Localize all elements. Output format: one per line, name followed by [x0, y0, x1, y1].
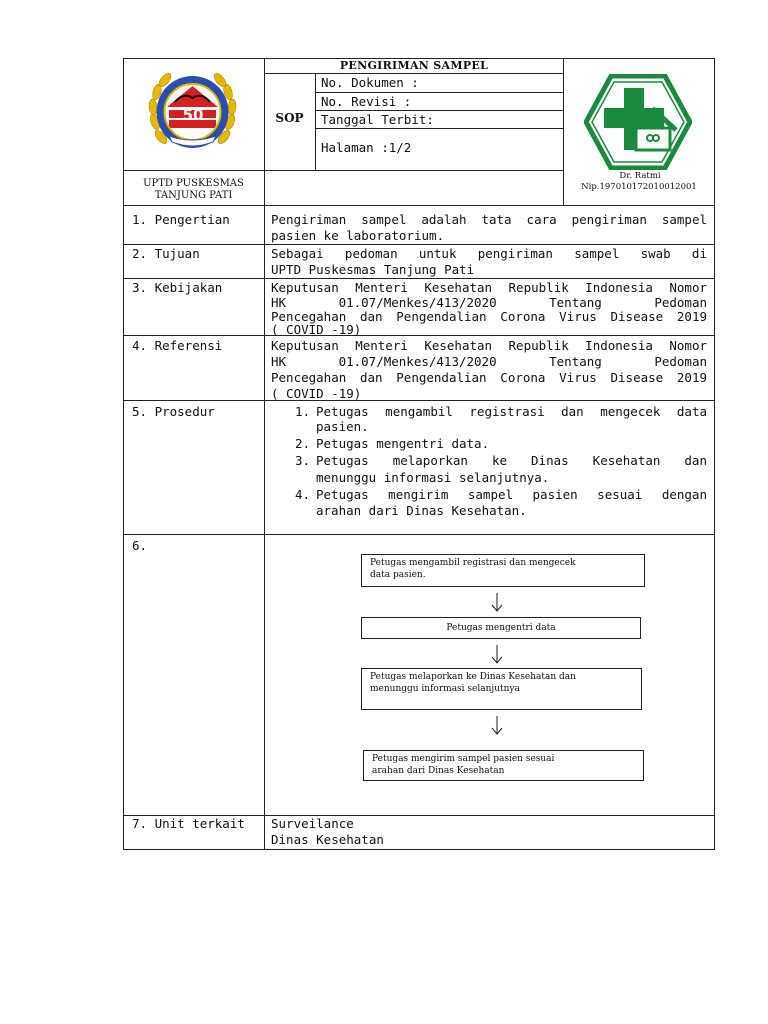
row-kebijakan-text-4: ( COVID -19): [271, 322, 362, 337]
regional-seal-logo: [145, 62, 240, 162]
flow-box-2-label: Petugas mengentri data: [446, 623, 556, 633]
signer-name: Dr. Ratmi: [619, 171, 661, 181]
flow-box-3-line1: Petugas melaporkan ke Dinas Kesehatan dan: [370, 672, 576, 682]
flow-box-1-line1: Petugas mengambil registrasi dan mengecek: [370, 558, 576, 568]
flow-box-2: [361, 617, 641, 639]
row-referensi-text-1: Keputusan Menteri Kesehatan Republik Indonesia Nomor: [271, 338, 707, 353]
prosedur-step-number: 2.: [295, 436, 311, 451]
row-diagram-label: 6.: [132, 538, 148, 553]
flow-box-3-line2: menunggu informasi selanjutnya: [370, 684, 520, 694]
row-tujuan-text-1: Sebagai pedoman untuk pengiriman sampel swab di: [271, 246, 707, 261]
row-prosedur-label: 5. Prosedur: [132, 404, 215, 419]
document-title: PENGIRIMAN SAMPEL: [339, 59, 489, 72]
row-kebijakan-text-2: HK 01.07/Menkes/413/2020 Tentang Pedoman: [271, 295, 707, 310]
puskesmas-logo: [584, 74, 692, 170]
prosedur-step-text-1: Petugas melaporkan ke Dinas Kesehatan dan: [316, 453, 707, 468]
row-tujuan-text-2: UPTD Puskesmas Tanjung Pati: [271, 262, 475, 277]
flow-box-4: [363, 750, 644, 781]
row-kebijakan-text-3: Pencegahan dan Pengendalian Corona Virus Disease 2019: [271, 309, 707, 324]
row-referensi-text-2: HK 01.07/Menkes/413/2020 Tentang Pedoman: [271, 354, 707, 369]
row-unit-terkait-text-1: Surveilance: [271, 816, 354, 831]
row-pengertian-label: 1. Pengertian: [132, 212, 230, 227]
flow-box-1-line2: data pasien.: [370, 570, 426, 580]
prosedur-step-text-2: pasien.: [316, 419, 369, 434]
prosedur-step-text-2: menunggu informasi selanjutnya.: [316, 470, 550, 485]
row-referensi-text-4: ( COVID -19): [271, 386, 362, 401]
flow-arrow-2: [491, 645, 503, 665]
prosedur-step-number: 1.: [295, 404, 311, 419]
row-pengertian-text-1: Pengiriman sampel adalah tata cara pengiriman sampel: [271, 212, 707, 227]
flow-arrow-1: [491, 593, 503, 613]
row-referensi-label: 4. Referensi: [132, 338, 223, 353]
row-pengertian-text-2: pasien ke laboratorium.: [271, 228, 445, 243]
field-tanggal-terbit: Tanggal Terbit:: [321, 112, 434, 127]
signer-nip: Nip.197010172010012001: [581, 182, 697, 192]
flow-box-4-line1: Petugas mengirim sampel pasien sesuai: [372, 754, 555, 764]
flow-box-4-line2: arahan dari Dinas Kesehatan: [372, 766, 505, 776]
prosedur-step-text-1: Petugas mengentri data.: [316, 436, 490, 451]
prosedur-step-text-1: Petugas mengambil registrasi dan mengecek data: [316, 404, 707, 419]
prosedur-step-number: 4.: [295, 487, 311, 502]
prosedur-step-text-1: Petugas mengirim sampel pasien sesuai dengan: [316, 487, 707, 502]
row-referensi-text-3: Pencegahan dan Pengendalian Corona Virus Disease 2019: [271, 370, 707, 385]
flow-box-1: [361, 554, 645, 587]
org-name-line1: UPTD PUSKESMAS: [143, 178, 244, 189]
prosedur-step-number: 3.: [295, 453, 311, 468]
field-no-dokumen: No. Dokumen :: [321, 75, 419, 90]
row-tujuan-label: 2. Tujuan: [132, 246, 200, 261]
row-kebijakan-label: 3. Kebijakan: [132, 280, 223, 295]
org-name-line2: TANJUNG PATI: [154, 190, 233, 201]
seal-number: 50: [182, 106, 204, 124]
flow-arrow-3: [491, 716, 503, 736]
prosedur-step-text-2: arahan dari Dinas Kesehatan.: [316, 503, 527, 518]
row-unit-terkait-text-2: Dinas Kesehatan: [271, 832, 384, 847]
row-kebijakan-text-1: Keputusan Menteri Kesehatan Republik Indonesia Nomor: [271, 280, 707, 295]
flow-box-3: [361, 668, 642, 710]
sop-label: SOP: [275, 111, 304, 125]
field-halaman: Halaman :1/2: [321, 140, 412, 155]
row-unit-terkait-label: 7. Unit terkait: [132, 816, 245, 831]
field-no-revisi: No. Revisi :: [321, 94, 412, 109]
